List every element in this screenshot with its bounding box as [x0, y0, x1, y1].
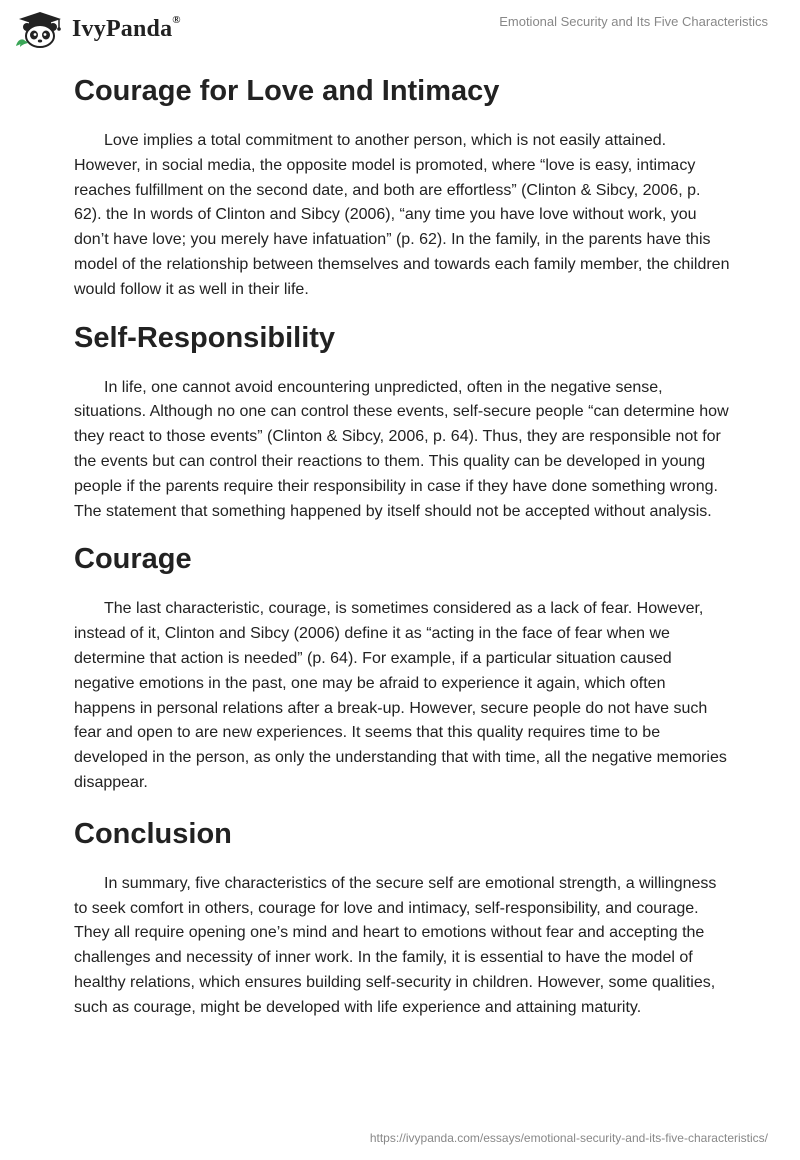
document-title: Emotional Security and Its Five Characteristics [499, 14, 768, 29]
section-paragraph: In summary, five characteristics of the secure self are emotional strength, a willingness to seek comfort in others, courage for love and intimacy, self-responsibility, and courage. They all require opening one’s mind and heart to emotions without fear and accepting the challenges and necessity of inner work. In the family, it is essential to have the model of healthy relations, which ensures building self-security in children. However, some qualities, such as courage, might be developed with life experience and attaining maturity. [74, 874, 717, 1016]
essay-content [74, 72, 730, 1021]
ivypanda-logo[interactable] [14, 10, 181, 48]
panda-mascot-icon [14, 10, 66, 48]
section-heading: Self-Responsibility [74, 321, 336, 354]
section-courage-love-intimacy [74, 72, 730, 303]
section-heading: Courage for Love and Intimacy [74, 75, 500, 107]
source-url-link[interactable]: https://ivypanda.com/essays/emotional-security-and-its-five-characteristics/ [369, 1131, 768, 1145]
section-self-responsibility [74, 319, 730, 525]
section-paragraph: The last characteristic, courage, is sometimes considered as a lack of fear. However, instead of it, Clinton and Sibcy (2006) define it as “acting in the face of fear when we determine that action is needed” (p. 64). For example, if a particular situation caused negative emotions in the past, one may be afraid to experience it again, which often happens in personal relations after a break-up. However, secure people do not have such fear and open to are new experiences. It seems that this quality requires time to be developed in the person, as only the understanding that with time, all the negative memories disappear. [74, 600, 727, 791]
brand-name: IvyPanda® [72, 13, 181, 42]
section-paragraph: In life, one cannot avoid encountering unpredicted, often in the negative sense, situations. Although no one can control these events, self-secure people “can determine how they react to those events” (Clinton & Sibcy, 2006, p. 64). Thus, they are responsible not for the events but can control their reactions to them. This quality can be developed in young people if the parents require their responsibility in case if they have done something wrong. The statement that something happened by itself should not be accepted without analysis. [74, 378, 729, 520]
section-heading: Conclusion [74, 817, 232, 850]
section-courage [74, 540, 730, 795]
section-heading: Courage [74, 543, 192, 576]
section-paragraph: Love implies a total commitment to another person, which is not easily attained. However, in social media, the opposite model is promoted, where “love is easy, intimacy reaches fulfillment on the second date, and both are effortless” (Clinton & Sibcy, 2006, p. 62). the In words of Clinton and Sibcy (2006), “any time you have love without work, you don’t have love; you merely have infatuation” (p. 62). In the family, in the parents have this model of the relationship between themselves and towards each family member, the children would follow it as well in their life. [74, 132, 730, 298]
page-header [0, 0, 800, 60]
section-conclusion [74, 815, 730, 1021]
